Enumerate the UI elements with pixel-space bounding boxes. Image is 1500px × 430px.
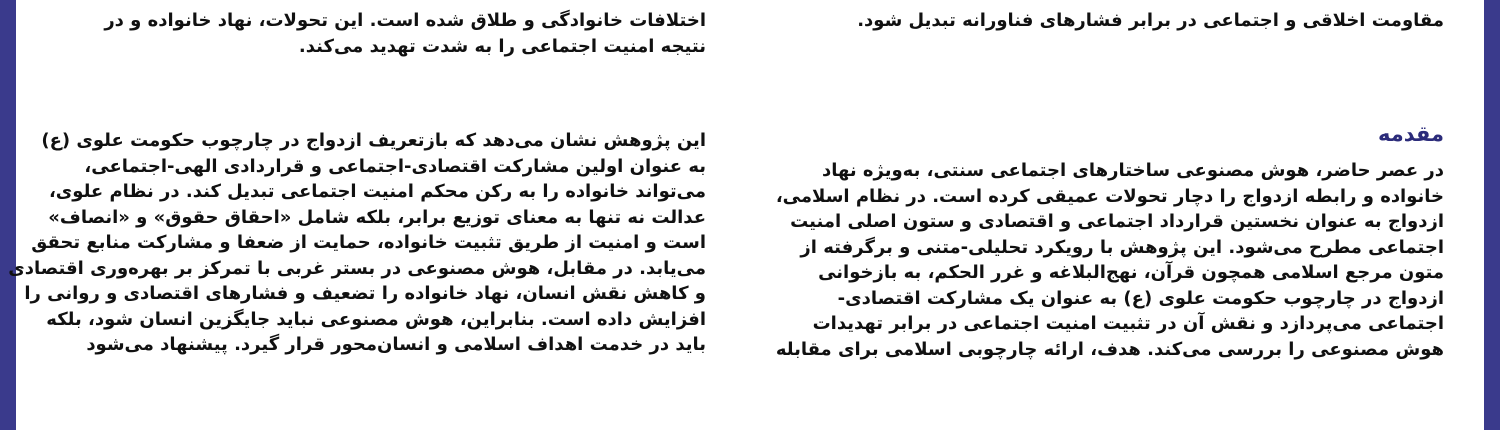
text-line: اختلافات خانوادگی و طلاق شده است. این تحولات، نهاد خانواده و در [104,10,706,31]
left-column-body [8,128,706,358]
text-line: هوش مصنوعی را بررسی می‌کند. هدف، ارائه چارچوبی اسلامی برای مقابله [775,338,1444,360]
text-line: متون مرجع اسلامی همچون قرآن، نهج‌البلاغه و غرر الحکم، به بازخوانی [818,262,1444,283]
text-line: باید در خدمت اهداف اسلامی و انسان‌محور قرار گیرد. پیشنهاد می‌شود [86,334,706,355]
text-line: اجتماعی می‌پردازد و نقش آن در تثبیت امنیت اجتماعی در برابر تهدیدات [812,313,1444,334]
left-margin-bar [0,0,16,430]
text-line: خانواده و رابطه ازدواج را دچار تحولات عمیقی کرده است. در نظام اسلامی، [775,185,1444,207]
section-heading: مقدمه [1378,122,1444,146]
text-line: است و امنیت از طریق تثبیت خانواده، حمایت از ضعفا و مشارکت منابع تحقق [31,232,706,253]
text-line: در عصر حاضر، هوش مصنوعی ساختارهای اجتماعی سنتی، به‌ویژه نهاد [821,160,1444,181]
text-line: این پژوهش نشان می‌دهد که بازتعریف ازدواج در چارچوب حکومت علوی (ع) [41,130,706,151]
text-line: نتیجه امنیت اجتماعی را به شدت تهدید می‌کند. [298,35,706,57]
top-right-fragment [790,8,1444,34]
text-line: مقاومت اخلاقی و اجتماعی در برابر فشارهای فناورانه تبدیل شود. [857,10,1444,31]
text-line: افزایش داده است. بنابراین، هوش مصنوعی نباید جایگزین انسان شود، بلکه [46,308,706,330]
text-line: می‌تواند خانواده را به رکن محکم امنیت اجتماعی تبدیل کند. در نظام علوی، [48,181,706,202]
text-line: ازدواج به عنوان نخستین قرارداد اجتماعی و اقتصادی و ستون اصلی امنیت [790,211,1444,232]
text-line: می‌یابد. در مقابل، هوش مصنوعی در بستر غربی با تمرکز بر بهره‌وری اقتصادی [8,257,706,279]
text-line: و کاهش نقش انسان، نهاد خانواده را تضعیف و فشارهای اقتصادی و روانی را [24,283,706,304]
text-line: عدالت نه تنها به معنای توزیع برابر، بلکه شامل «احقاق حقوق» و «انصاف» [48,206,706,228]
right-column-body [775,158,1444,362]
text-line: ازدواج در چارچوب حکومت علوی (ع) به عنوان یک مشارکت اقتصادی- [837,287,1444,309]
text-line: اجتماعی مطرح می‌شود. این پژوهش با رویکرد تحلیلی-متنی و برگرفته از [800,236,1444,258]
text-line: به عنوان اولین مشارکت اقتصادی-اجتماعی و قراردادی الهی-اجتماعی، [84,155,706,177]
top-left-fragment [104,8,706,59]
right-margin-bar [1484,0,1500,430]
